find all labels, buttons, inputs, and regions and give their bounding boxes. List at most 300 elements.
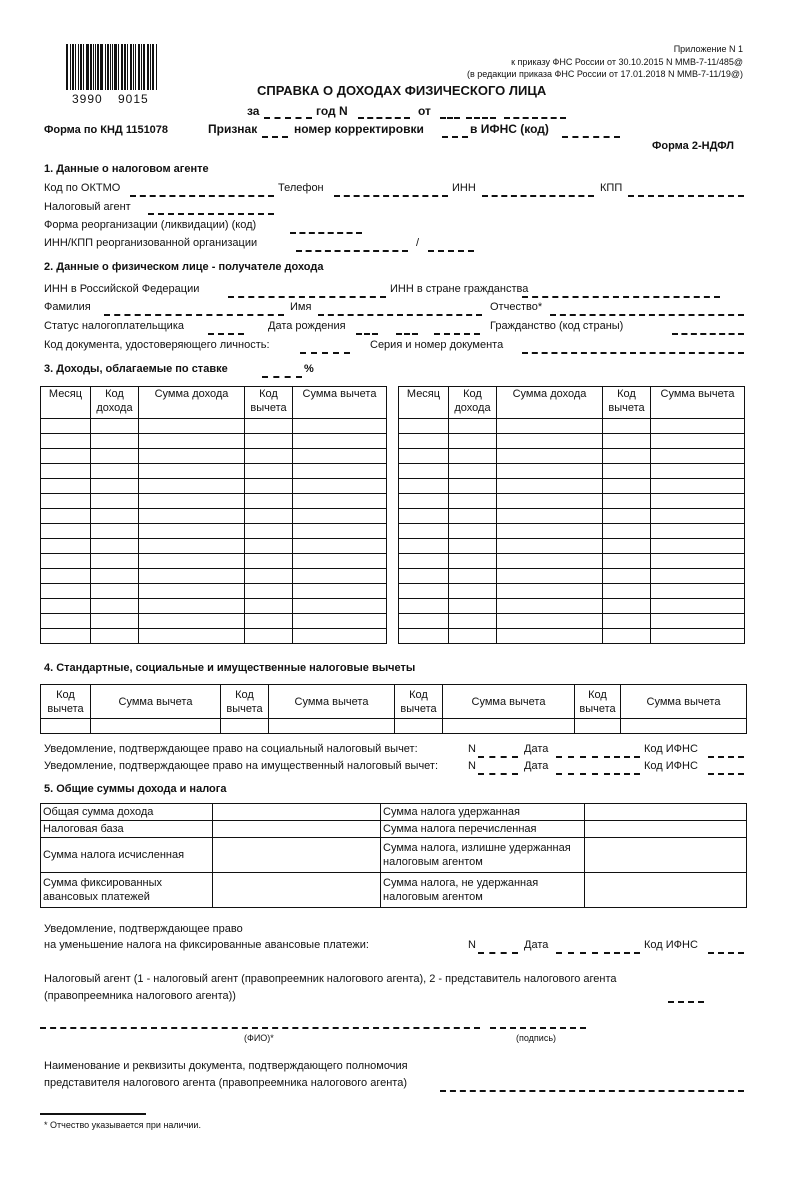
surname-field[interactable] (104, 314, 284, 316)
year-field[interactable] (264, 117, 312, 119)
income-cell[interactable] (245, 434, 293, 449)
income-cell[interactable] (293, 629, 387, 644)
rep-doc-line2: представителя налогового агента (правопреемника налогового агента) (44, 1077, 407, 1089)
income-cell[interactable] (139, 629, 245, 644)
income-cell[interactable] (41, 554, 91, 569)
barcode-bar (150, 44, 151, 90)
birth-month-field[interactable] (396, 333, 418, 335)
barcode-bar (127, 44, 128, 90)
social-month-field[interactable] (580, 756, 598, 758)
income-cell[interactable] (41, 569, 91, 584)
tax-withheld-value[interactable] (585, 804, 747, 821)
income-cell[interactable] (603, 539, 651, 554)
property-n-field[interactable] (478, 773, 518, 775)
barcode-left-digits: 3990 (72, 92, 103, 106)
income-cell[interactable] (91, 464, 139, 479)
income-cell[interactable] (449, 494, 497, 509)
phone-field[interactable] (334, 195, 448, 197)
income-row (41, 449, 387, 464)
agent-type-field[interactable] (668, 1001, 704, 1003)
income-cell[interactable] (91, 509, 139, 524)
income-cell[interactable] (245, 449, 293, 464)
income-cell[interactable] (91, 554, 139, 569)
income-cell[interactable] (497, 419, 603, 434)
income-cell[interactable] (293, 464, 387, 479)
advance-year-field[interactable] (604, 952, 640, 954)
income-cell[interactable] (651, 599, 745, 614)
status-label: Статус налогоплательщика (44, 320, 185, 332)
barcode-bar (138, 44, 140, 90)
reorg-form-field[interactable] (290, 232, 362, 234)
income-row (41, 464, 387, 479)
date-day-field[interactable] (440, 117, 460, 119)
income-row (41, 569, 387, 584)
social-n-field[interactable] (478, 756, 518, 758)
income-cell[interactable] (91, 569, 139, 584)
income-cell[interactable] (41, 494, 91, 509)
barcode-bar (121, 44, 123, 90)
income-cell[interactable] (449, 599, 497, 614)
income-cell[interactable] (293, 449, 387, 464)
income-cell[interactable] (449, 584, 497, 599)
income-cell[interactable] (91, 434, 139, 449)
tax-calculated-value[interactable] (213, 838, 381, 873)
income-cell[interactable] (245, 539, 293, 554)
income-cell[interactable] (41, 509, 91, 524)
income-cell[interactable] (293, 599, 387, 614)
income-cell[interactable] (41, 539, 91, 554)
property-day-field[interactable] (556, 773, 574, 775)
income-cell[interactable] (449, 569, 497, 584)
income-cell[interactable] (293, 479, 387, 494)
income-cell[interactable] (399, 494, 449, 509)
income-cell[interactable] (603, 584, 651, 599)
barcode-bar (100, 44, 103, 90)
income-cell[interactable] (603, 419, 651, 434)
income-cell[interactable] (449, 524, 497, 539)
deductions-table (40, 684, 747, 734)
oktmo-field[interactable] (130, 195, 274, 197)
income-cell[interactable] (245, 614, 293, 629)
income-cell[interactable] (293, 419, 387, 434)
income-cell[interactable] (293, 584, 387, 599)
date-year-field[interactable] (504, 117, 566, 119)
patronymic-field[interactable] (550, 314, 744, 316)
income-cell[interactable] (91, 524, 139, 539)
income-cell[interactable] (651, 464, 745, 479)
income-cell[interactable] (497, 554, 603, 569)
advance-day-field[interactable] (556, 952, 574, 954)
income-cell[interactable] (293, 434, 387, 449)
income-cell[interactable] (139, 434, 245, 449)
income-row (399, 449, 745, 464)
income-cell[interactable] (41, 419, 91, 434)
income-cell[interactable] (245, 509, 293, 524)
income-cell[interactable] (139, 524, 245, 539)
income-cell[interactable] (651, 569, 745, 584)
barcode-bar (114, 44, 117, 90)
income-cell[interactable] (449, 629, 497, 644)
income-cell[interactable] (91, 614, 139, 629)
income-cell[interactable] (449, 539, 497, 554)
income-cell[interactable] (399, 449, 449, 464)
income-cell[interactable] (603, 509, 651, 524)
income-cell[interactable] (603, 434, 651, 449)
income-cell[interactable] (245, 584, 293, 599)
income-cell[interactable] (651, 539, 745, 554)
barcode-bar (83, 44, 84, 90)
income-cell[interactable] (399, 614, 449, 629)
form-name: Форма 2-НДФЛ (652, 140, 734, 152)
deduction-cell[interactable] (91, 719, 221, 734)
citizenship-label: Гражданство (код страны) (490, 320, 624, 332)
deduction-code-header: Код вычета (245, 387, 293, 419)
income-cell[interactable] (139, 554, 245, 569)
deduction-cell[interactable] (621, 719, 747, 734)
income-cell[interactable] (399, 599, 449, 614)
income-cell[interactable] (497, 584, 603, 599)
income-cell[interactable] (139, 599, 245, 614)
inn-foreign-label: ИНН в стране гражданства (390, 283, 529, 295)
income-cell[interactable] (91, 539, 139, 554)
social-n-label: N (468, 743, 476, 755)
property-month-field[interactable] (580, 773, 598, 775)
income-cell[interactable] (399, 464, 449, 479)
income-cell[interactable] (651, 584, 745, 599)
percent-sign: % (304, 363, 314, 375)
income-cell[interactable] (91, 479, 139, 494)
income-cell[interactable] (651, 434, 745, 449)
inn-foreign-field[interactable] (522, 296, 720, 298)
income-cell[interactable] (497, 494, 603, 509)
income-code-header: Код дохода (449, 387, 497, 419)
deduction-sum-header: Сумма вычета (293, 387, 387, 419)
barcode-right-digits: 9015 (118, 92, 149, 106)
tax-overwithheld-value[interactable] (585, 838, 747, 873)
footnote-divider (40, 1113, 146, 1115)
barcode-bar (70, 44, 71, 90)
deduction-cell[interactable] (221, 719, 269, 734)
income-cell[interactable] (449, 614, 497, 629)
barcode-bar (86, 44, 89, 90)
inn-rf-field[interactable] (228, 296, 386, 298)
barcode-bar (141, 44, 142, 90)
income-cell[interactable] (139, 479, 245, 494)
deduction-code-header: Код вычета (221, 685, 269, 719)
doc-number-label: Серия и номер документа (370, 339, 504, 351)
income-row (41, 509, 387, 524)
income-cell[interactable] (399, 629, 449, 644)
fio-field[interactable] (40, 1027, 480, 1029)
number-field[interactable] (358, 117, 410, 119)
deduction-cell[interactable] (395, 719, 443, 734)
income-row (399, 494, 745, 509)
income-cell[interactable] (91, 599, 139, 614)
income-cell[interactable] (449, 434, 497, 449)
income-cell[interactable] (41, 614, 91, 629)
income-cell[interactable] (399, 434, 449, 449)
income-cell[interactable] (41, 629, 91, 644)
income-cell[interactable] (449, 554, 497, 569)
month-header: Месяц (41, 387, 91, 419)
income-cell[interactable] (603, 524, 651, 539)
income-cell[interactable] (399, 524, 449, 539)
income-cell[interactable] (603, 554, 651, 569)
barcode-bar (75, 44, 76, 90)
income-cell[interactable] (497, 464, 603, 479)
tax-not-withheld-value[interactable] (585, 873, 747, 908)
deduction-cell[interactable] (443, 719, 575, 734)
income-cell[interactable] (293, 614, 387, 629)
income-cell[interactable] (651, 449, 745, 464)
year-label: за (247, 104, 260, 118)
income-cell[interactable] (497, 629, 603, 644)
agent-field[interactable] (148, 213, 274, 215)
income-cell[interactable] (293, 569, 387, 584)
total-income-value[interactable] (213, 804, 381, 821)
income-cell[interactable] (449, 509, 497, 524)
rate-field[interactable] (262, 376, 302, 378)
citizenship-field[interactable] (672, 333, 744, 335)
income-cell[interactable] (651, 419, 745, 434)
social-ifns-field[interactable] (708, 756, 744, 758)
section3-title: 3. Доходы, облагаемые по ставке (44, 363, 228, 375)
income-cell[interactable] (651, 614, 745, 629)
income-cell[interactable] (139, 539, 245, 554)
doc-code-field[interactable] (300, 352, 350, 354)
property-ifns-field[interactable] (708, 773, 744, 775)
advance-n-field[interactable] (478, 952, 518, 954)
income-cell[interactable] (293, 539, 387, 554)
income-cell[interactable] (41, 524, 91, 539)
barcode-bar (105, 44, 106, 90)
correction-label: номер корректировки (294, 122, 424, 136)
birth-year-field[interactable] (434, 333, 480, 335)
tax-not-withheld-label: Сумма налога, не удержанная налоговым агентом (381, 873, 585, 908)
agent-inn-label: ИНН (452, 182, 476, 194)
income-cell[interactable] (399, 419, 449, 434)
income-cell[interactable] (245, 479, 293, 494)
total-income-label: Общая сумма дохода (41, 804, 213, 821)
income-cell[interactable] (497, 614, 603, 629)
income-cell[interactable] (139, 569, 245, 584)
barcode-bar (80, 44, 82, 90)
income-row (399, 569, 745, 584)
agent-inn-field[interactable] (482, 195, 594, 197)
social-year-field[interactable] (604, 756, 640, 758)
tax-overwithheld-label: Сумма налога, излишне удержанная налоговым агентом (381, 838, 585, 873)
fixed-advance-label: Сумма фиксированных авансовых платежей (41, 873, 213, 908)
income-cell[interactable] (603, 569, 651, 584)
barcode-bar (118, 44, 119, 90)
income-cell[interactable] (497, 509, 603, 524)
kpp-field[interactable] (628, 195, 744, 197)
rep-doc-field[interactable] (440, 1090, 744, 1092)
deduction-code-header: Код вычета (41, 685, 91, 719)
income-cell[interactable] (139, 509, 245, 524)
income-cell[interactable] (139, 614, 245, 629)
doc-number-field[interactable] (522, 352, 744, 354)
income-cell[interactable] (399, 584, 449, 599)
advance-month-field[interactable] (580, 952, 598, 954)
income-cell[interactable] (603, 464, 651, 479)
property-year-field[interactable] (604, 773, 640, 775)
agent-label: Налоговый агент (44, 201, 131, 213)
name-label: Имя (290, 301, 312, 313)
deduction-cell[interactable] (575, 719, 621, 734)
income-cell[interactable] (651, 479, 745, 494)
income-cell[interactable] (245, 524, 293, 539)
property-notice-label: Уведомление, подтверждающее право на имущественный налоговый вычет: (44, 760, 439, 772)
income-cell[interactable] (651, 554, 745, 569)
barcode-bar (72, 44, 75, 90)
reorg-form-label: Форма реорганизации (ликвидации) (код) (44, 219, 257, 231)
income-cell[interactable] (139, 449, 245, 464)
income-cell[interactable] (41, 584, 91, 599)
income-cell[interactable] (497, 434, 603, 449)
advance-ifns-field[interactable] (708, 952, 744, 954)
income-cell[interactable] (449, 419, 497, 434)
deduction-sum-header: Сумма вычета (621, 685, 747, 719)
name-field[interactable] (318, 314, 482, 316)
advance-notice-line1: Уведомление, подтверждающее право (44, 923, 243, 935)
rep-doc-line1: Наименование и реквизиты документа, подтверждающего полномочия (44, 1060, 408, 1072)
barcode-bar (156, 44, 157, 90)
income-cell[interactable] (449, 464, 497, 479)
income-cell[interactable] (91, 494, 139, 509)
barcode-bar (78, 44, 79, 90)
income-cell[interactable] (651, 509, 745, 524)
fixed-advance-value[interactable] (213, 873, 381, 908)
order-line: к приказу ФНС России от 30.10.2015 N ММВ-7-11/485@ (511, 57, 743, 67)
inn-rf-label: ИНН в Российской Федерации (44, 283, 200, 295)
income-cell[interactable] (139, 494, 245, 509)
birth-day-field[interactable] (356, 333, 378, 335)
income-row (399, 419, 745, 434)
income-cell[interactable] (293, 524, 387, 539)
income-row (399, 524, 745, 539)
income-cell[interactable] (603, 599, 651, 614)
doc-code-label: Код документа, удостоверяющего личность: (44, 339, 270, 351)
barcode-bar (152, 44, 154, 90)
correction-field[interactable] (442, 136, 468, 138)
barcode-bar (93, 44, 94, 90)
income-cell[interactable] (497, 524, 603, 539)
sign-field[interactable] (262, 136, 288, 138)
income-cell[interactable] (245, 464, 293, 479)
income-cell[interactable] (603, 479, 651, 494)
date-month-field[interactable] (466, 117, 496, 119)
income-cell[interactable] (91, 449, 139, 464)
social-date-label: Дата (524, 743, 549, 755)
barcode-bar (143, 44, 145, 90)
tax-transferred-value[interactable] (585, 821, 747, 838)
income-cell[interactable] (399, 479, 449, 494)
income-sum-header: Сумма дохода (139, 387, 245, 419)
totals-table (40, 803, 747, 908)
income-cell[interactable] (399, 539, 449, 554)
income-cell[interactable] (245, 554, 293, 569)
income-cell[interactable] (651, 524, 745, 539)
income-row (399, 584, 745, 599)
barcode-bar (90, 44, 92, 90)
income-cell[interactable] (293, 494, 387, 509)
income-cell[interactable] (41, 479, 91, 494)
signature-field[interactable] (490, 1027, 586, 1029)
income-cell[interactable] (41, 449, 91, 464)
sign-label: Признак (208, 122, 258, 136)
page-title: СПРАВКА О ДОХОДАХ ФИЗИЧЕСКОГО ЛИЦА (257, 83, 547, 98)
tax-transferred-label: Сумма налога перечисленная (381, 821, 585, 838)
income-cell[interactable] (497, 569, 603, 584)
income-cell[interactable] (293, 509, 387, 524)
income-cell[interactable] (399, 569, 449, 584)
income-cell[interactable] (399, 509, 449, 524)
income-cell[interactable] (139, 464, 245, 479)
income-row (41, 494, 387, 509)
income-cell[interactable] (603, 494, 651, 509)
income-table-left (40, 386, 387, 644)
income-cell[interactable] (245, 569, 293, 584)
ifns-field[interactable] (562, 136, 620, 138)
deduction-sum-header: Сумма вычета (91, 685, 221, 719)
income-cell[interactable] (245, 629, 293, 644)
income-cell[interactable] (449, 449, 497, 464)
income-cell[interactable] (41, 464, 91, 479)
reorg-kpp-field[interactable] (428, 250, 474, 252)
income-row (41, 614, 387, 629)
income-row (399, 479, 745, 494)
income-cell[interactable] (449, 479, 497, 494)
tax-base-value[interactable] (213, 821, 381, 838)
income-row (399, 539, 745, 554)
deduction-cell[interactable] (41, 719, 91, 734)
status-field[interactable] (208, 333, 244, 335)
section4-title: 4. Стандартные, социальные и имущественные налоговые вычеты (44, 662, 416, 674)
agent-type-line1: Налоговый агент (1 - налоговый агент (правопреемник налогового агента), 2 - представитель налогового агента (44, 973, 617, 985)
income-cell[interactable] (651, 494, 745, 509)
income-cell[interactable] (399, 554, 449, 569)
barcode-bar (112, 44, 113, 90)
income-cell[interactable] (41, 434, 91, 449)
income-cell[interactable] (41, 599, 91, 614)
income-cell[interactable] (139, 419, 245, 434)
deduction-code-header: Код вычета (395, 685, 443, 719)
deduction-cell[interactable] (269, 719, 395, 734)
income-cell[interactable] (91, 584, 139, 599)
income-cell[interactable] (293, 554, 387, 569)
income-cell[interactable] (497, 599, 603, 614)
income-cell[interactable] (603, 629, 651, 644)
income-cell[interactable] (603, 614, 651, 629)
income-cell[interactable] (603, 449, 651, 464)
social-day-field[interactable] (556, 756, 574, 758)
income-cell[interactable] (91, 419, 139, 434)
income-cell[interactable] (651, 629, 745, 644)
appendix-label: Приложение N 1 (673, 44, 743, 54)
income-cell[interactable] (245, 494, 293, 509)
income-cell[interactable] (497, 479, 603, 494)
income-cell[interactable] (497, 539, 603, 554)
income-cell[interactable] (91, 629, 139, 644)
income-row (41, 479, 387, 494)
income-row (41, 419, 387, 434)
income-cell[interactable] (245, 419, 293, 434)
income-cell[interactable] (139, 584, 245, 599)
reorg-inn-field[interactable] (296, 250, 408, 252)
income-cell[interactable] (245, 599, 293, 614)
income-cell[interactable] (497, 449, 603, 464)
